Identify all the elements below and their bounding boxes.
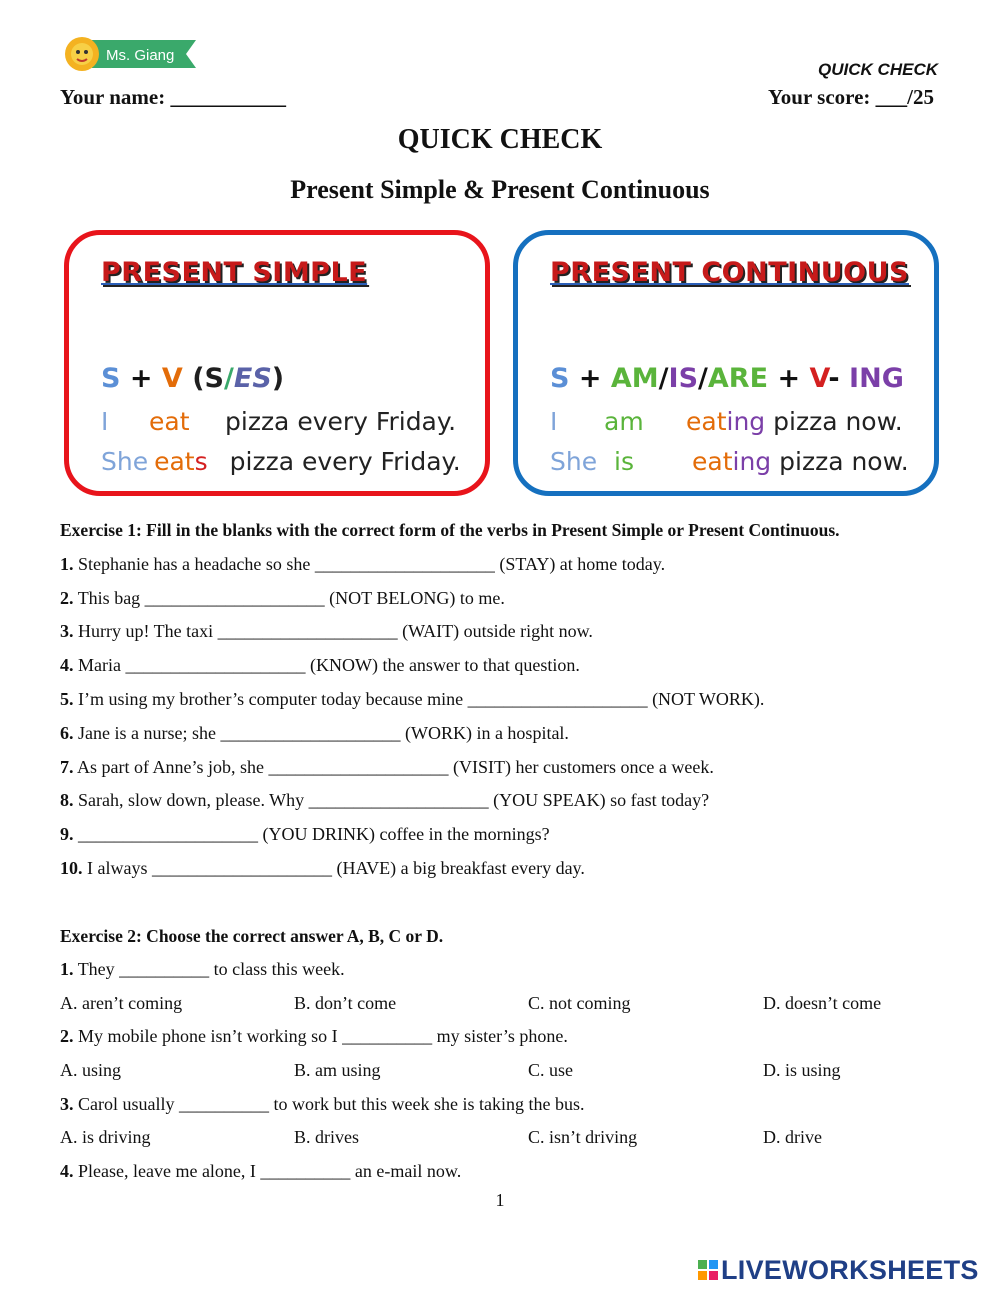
example-subject: I [550,407,558,436]
example-aux: is [614,447,634,476]
formula-dash: - [828,363,840,394]
question-number: 8. [60,790,74,810]
formula-es: ES [233,363,272,394]
question-text: Please, leave me alone, I __________ an e-mail now. [78,1161,462,1181]
answer-option[interactable]: D. doesn’t come [763,993,882,1013]
formula-slash: / [224,363,234,394]
present-continuous-example-2 [550,447,909,476]
watermark-block [709,1260,718,1269]
formula-plus: + [578,363,602,394]
answer-option[interactable]: D. is using [763,1060,841,1080]
student-name-field[interactable]: Your name: ___________ [60,85,286,109]
answer-option[interactable]: B. am using [294,1060,381,1080]
question-number: 4. [60,655,74,675]
present-continuous-heading: PRESENT CONTINUOUS [550,257,909,288]
question-text[interactable]: ____________________ (YOU DRINK) coffee in the mornings? [78,824,550,844]
watermark-text: LIVEWORKSHEETS [721,1254,979,1285]
question-text[interactable]: Hurry up! The taxi ____________________ (WAIT) outside right now. [78,621,593,641]
answer-option[interactable]: B. don’t come [294,993,397,1013]
question-text[interactable]: As part of Anne’s job, she ____________________ (VISIT) her customers once a week. [77,757,714,777]
present-simple-example-1 [101,407,456,436]
ex2-question [60,959,345,980]
formula-am: AM [610,363,659,394]
question-number: 4. [60,1161,74,1181]
answer-option[interactable]: B. drives [294,1127,359,1147]
question-text[interactable]: Maria ____________________ (KNOW) the answer to that question. [78,655,580,675]
watermark-blocks-icon [698,1260,718,1280]
formula-plus: + [777,363,801,394]
answer-option[interactable]: D. drive [763,1127,822,1147]
ex1-question [60,554,665,575]
question-number: 1. [60,959,74,979]
score-field: Your score: ___/25 [767,85,934,109]
question-number: 3. [60,1094,74,1114]
example-subject: I [101,407,109,436]
ex1-question [60,858,585,879]
watermark-block [698,1271,707,1280]
example-subject: She [101,447,149,476]
question-number: 2. [60,1026,74,1046]
formula-subject: S [550,363,570,394]
ex1-question [60,588,505,609]
present-simple-heading: PRESENT SIMPLE [101,257,368,288]
ex1-question [60,689,764,710]
present-simple-example-2 [101,447,461,476]
answer-option[interactable]: A. is driving [60,1127,151,1147]
watermark-block [709,1271,718,1280]
question-number: 9. [60,824,74,844]
answer-option[interactable]: A. aren’t coming [60,993,183,1013]
corner-tag: QUICK CHECK [818,60,938,79]
ex1-question [60,757,714,778]
example-verb: eat [686,407,727,436]
formula-subject: S [101,363,121,394]
question-text: My mobile phone isn’t working so I __________ my sister’s phone. [78,1026,568,1046]
present-continuous-example-1 [550,407,903,436]
question-number: 7. [60,757,74,777]
present-continuous-formula [550,363,904,394]
ex1-question [60,621,593,642]
example-rest: pizza now. [779,447,909,476]
formula-paren-open: ( [192,363,205,394]
question-text[interactable]: I always ____________________ (HAVE) a big breakfast every day. [87,858,585,878]
question-text[interactable]: This bag ____________________ (NOT BELONG) to me. [77,588,505,608]
page-subtitle: Present Simple & Present Continuous [290,175,710,204]
watermark-block [698,1260,707,1269]
ex2-question [60,1026,568,1047]
question-number: 2. [60,588,74,608]
ms-giang-logo [62,34,202,74]
formula-paren-close: ) [271,363,285,394]
question-number: 1. [60,554,74,574]
example-rest: pizza now. [773,407,903,436]
example-rest: pizza every Friday. [225,407,457,436]
formula-slash: / [658,363,669,394]
question-text[interactable]: Jane is a nurse; she ____________________ (WORK) in a hospital. [78,723,569,743]
question-text: They __________ to class this week. [77,959,345,979]
question-text[interactable]: Sarah, slow down, please. Why ____________________ (YOU SPEAK) so fast today? [78,790,710,810]
example-suffix: s [194,447,208,476]
example-subject: She [550,447,598,476]
ex1-question [60,790,709,811]
ex1-question [60,824,550,845]
answer-option[interactable]: C. isn’t driving [528,1127,638,1147]
formula-verb: V [809,363,829,394]
page-number: 1 [495,1190,505,1210]
ex1-question [60,655,580,676]
page-title: QUICK CHECK [397,124,603,155]
formula-ing: ING [849,363,904,394]
ex2-question [60,1094,584,1115]
ex2-question [60,1161,461,1182]
liveworksheets-watermark [698,1255,979,1285]
example-ing: ing [732,447,772,476]
example-verb: eat [692,447,733,476]
example-ing: ing [726,407,766,436]
formula-verb: V [161,363,183,394]
question-text[interactable]: I’m using my brother’s computer today because mine ____________________ (NOT WORK). [78,689,765,709]
answer-option[interactable]: A. using [60,1060,122,1080]
question-number: 10. [60,858,83,878]
answer-option[interactable]: C. use [528,1060,573,1080]
example-aux: am [604,407,644,436]
example-verb: eat [149,407,190,436]
question-number: 6. [60,723,74,743]
present-simple-box [64,230,490,496]
example-verb: eat [154,447,195,476]
present-simple-formula [101,363,284,394]
present-continuous-box [513,230,939,496]
question-text[interactable]: Stephanie has a headache so she ____________________ (STAY) at home today. [78,554,666,574]
question-number: 3. [60,621,74,641]
formula-s: S [204,363,224,394]
exercise-2-title: Exercise 2: Choose the correct answer A, B, C or D. [60,926,444,946]
question-number: 5. [60,689,74,709]
exercise-1-title: Exercise 1: Fill in the blanks with the correct form of the verbs in Present Simple or Present Continuous. [60,520,840,540]
question-text: Carol usually __________ to work but this week she is taking the bus. [78,1094,585,1114]
formula-is: IS [668,363,699,394]
formula-plus: + [129,363,153,394]
svg-text:Ms. Giang: Ms. Giang [106,47,175,64]
formula-slash: / [698,363,708,394]
answer-option[interactable]: C. not coming [528,993,631,1013]
ex1-question [60,723,569,744]
formula-are: ARE [707,363,769,394]
example-rest: pizza every Friday. [229,447,461,476]
